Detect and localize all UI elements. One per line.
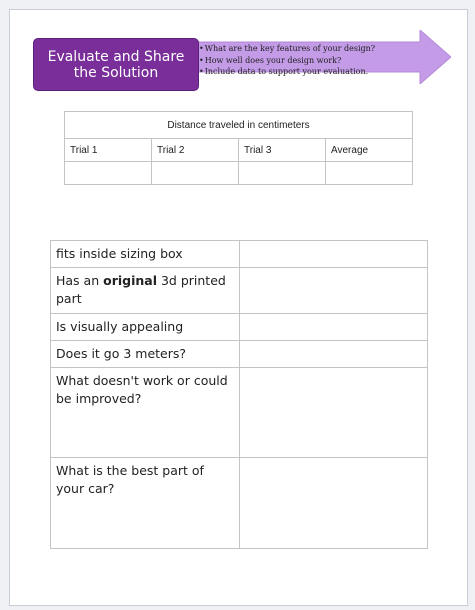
evaluation-question [51,458,240,549]
average-header: Average [326,139,413,162]
question-text: What is the best part of your car? [56,463,204,496]
evaluation-question [51,341,240,368]
evaluation-question [51,368,240,458]
question-emphasis: original [103,273,157,288]
guiding-question: • Include data to support your evaluation. [199,66,424,78]
trial-3-header: Trial 3 [239,139,326,162]
guiding-question: • How well does your design work? [199,55,424,67]
guiding-question: • What are the key features of your design? [199,43,424,55]
evaluation-row [51,458,428,549]
evaluation-row [51,341,428,368]
average-value-cell[interactable] [326,162,413,185]
evaluation-answer-cell[interactable] [240,314,428,341]
trial-2-value-cell[interactable] [152,162,239,185]
distance-table-caption-row [65,112,413,139]
question-text-suffix: 3d printed part [56,273,226,306]
question-text: Is visually appealing [56,319,184,334]
question-text: fits inside sizing box [56,246,183,261]
evaluation-answer-cell[interactable] [240,458,428,549]
evaluation-answer-cell[interactable] [240,368,428,458]
evaluation-question [51,314,240,341]
trial-1-value-cell[interactable] [65,162,152,185]
evaluation-question [51,268,240,314]
evaluation-row [51,368,428,458]
section-title [33,38,199,91]
guiding-questions [199,43,424,78]
evaluation-row [51,241,428,268]
question-text: Has an [56,273,104,288]
evaluation-row [51,268,428,314]
evaluation-answer-cell[interactable] [240,341,428,368]
trial-2-header: Trial 2 [152,139,239,162]
question-text: What doesn't work or could be improved? [56,373,228,406]
distance-table-header-row [65,139,413,162]
trial-1-header: Trial 1 [65,139,152,162]
section-title-text: Evaluate and Share the Solution [47,48,185,81]
evaluation-row [51,314,428,341]
distance-table-caption: Distance traveled in centimeters [65,112,413,139]
trial-3-value-cell[interactable] [239,162,326,185]
distance-table [64,111,413,185]
evaluation-question [51,241,240,268]
evaluation-answer-cell[interactable] [240,268,428,314]
evaluation-table [50,240,428,549]
distance-table-value-row [65,162,413,185]
evaluation-answer-cell[interactable] [240,241,428,268]
question-text: Does it go 3 meters? [56,346,187,361]
